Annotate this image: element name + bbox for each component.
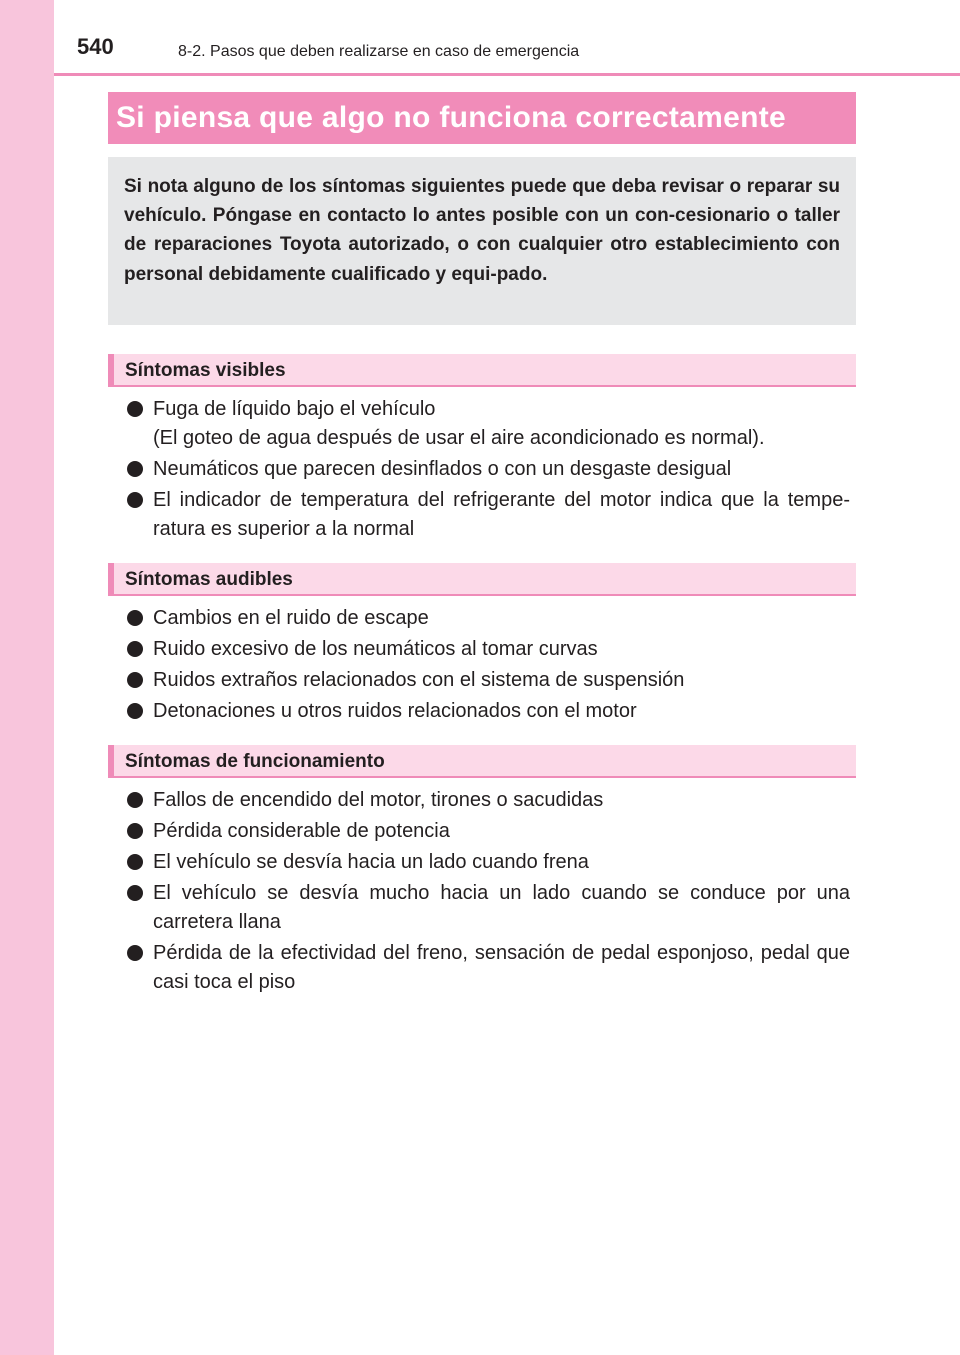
bullet-list-audible — [126, 604, 850, 728]
bullet-dot-icon — [127, 792, 143, 808]
list-item-text: Cambios en el ruido de escape — [153, 607, 429, 629]
header-divider — [54, 73, 960, 76]
list-item-text: El indicador de temperatura del refrigerante del motor indica que la tempe-ratura es superior a la normal — [153, 489, 850, 540]
list-item-text: Fallos de encendido del motor, tirones o sacudidas — [153, 789, 604, 811]
list-item — [126, 486, 850, 544]
section-heading-audible — [108, 563, 856, 596]
bullet-dot-icon — [127, 401, 143, 417]
list-item — [126, 939, 850, 997]
list-item-text: Ruido excesivo de los neumáticos al tomar curvas — [153, 638, 598, 660]
list-item — [126, 879, 850, 937]
list-item-text: Neumáticos que parecen desinflados o con un desgaste desigual — [153, 458, 732, 480]
list-item — [126, 635, 850, 664]
page-number: 540 — [77, 34, 114, 59]
list-item — [126, 395, 850, 453]
list-item-text: El vehículo se desvía mucho hacia un lado cuando se conduce por una carretera llana — [153, 882, 850, 933]
list-item — [126, 604, 850, 633]
list-item-text: Ruidos extraños relacionados con el sistema de suspensión — [153, 669, 685, 691]
list-item-text: Pérdida considerable de potencia — [153, 820, 450, 842]
list-item — [126, 697, 850, 726]
list-item-text: Fuga de líquido bajo el vehículo — [153, 398, 436, 420]
bullet-dot-icon — [127, 641, 143, 657]
list-item — [126, 455, 850, 484]
list-item-note: (El goteo de agua después de usar el aire acondicionado es normal). — [153, 427, 765, 449]
bullet-dot-icon — [127, 672, 143, 688]
intro-text: Si nota alguno de los síntomas siguientes puede que deba revisar o reparar su vehículo. Póngase en contacto lo antes posible con un con-cesionario o taller de reparaciones Toyota autorizado, o con cualquier otro establecimiento con personal debidamente cualificado y equi-pado. — [124, 176, 840, 285]
bullet-list-visible — [126, 395, 850, 546]
side-color-strip — [0, 0, 54, 1355]
list-item-text: Pérdida de la efectividad del freno, sensación de pedal esponjoso, pedal que casi toca el piso — [153, 942, 850, 993]
bullet-list-operation — [126, 786, 850, 999]
list-item — [126, 848, 850, 877]
section-heading-label: Síntomas visibles — [125, 360, 286, 381]
section-heading-visible — [108, 354, 856, 387]
section-heading-operation — [108, 745, 856, 778]
page-title-bar — [108, 92, 856, 144]
list-item-text: Detonaciones u otros ruidos relacionados con el motor — [153, 700, 637, 722]
bullet-dot-icon — [127, 823, 143, 839]
section-heading-label: Síntomas audibles — [125, 569, 293, 590]
bullet-dot-icon — [127, 461, 143, 477]
bullet-dot-icon — [127, 703, 143, 719]
list-item — [126, 666, 850, 695]
running-header-section: 8-2. Pasos que deben realizarse en caso de emergencia — [178, 43, 580, 60]
bullet-dot-icon — [127, 885, 143, 901]
page-title: Si piensa que algo no funciona correctamente — [116, 101, 787, 134]
list-item-text: El vehículo se desvía hacia un lado cuando frena — [153, 851, 589, 873]
bullet-dot-icon — [127, 854, 143, 870]
intro-box — [108, 157, 856, 325]
list-item — [126, 786, 850, 815]
bullet-dot-icon — [127, 610, 143, 626]
list-item — [126, 817, 850, 846]
bullet-dot-icon — [127, 945, 143, 961]
bullet-dot-icon — [127, 492, 143, 508]
section-heading-label: Síntomas de funcionamiento — [125, 751, 385, 772]
